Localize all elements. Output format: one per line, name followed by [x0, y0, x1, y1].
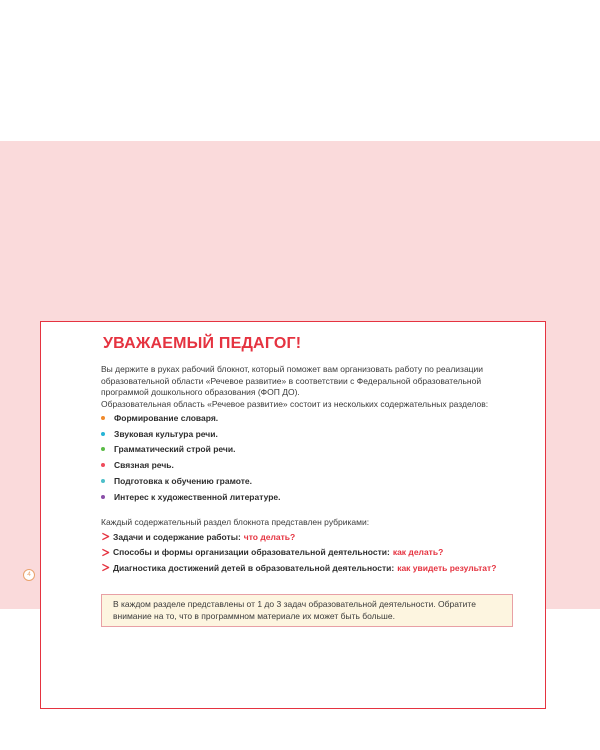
rubric-item [101, 560, 496, 576]
note-box [101, 594, 513, 627]
arrow-icon [101, 563, 110, 572]
intro-paragraph [101, 364, 516, 410]
section-label: Подготовка к обучению грамоте. [114, 476, 252, 487]
bullet-dot-icon [101, 432, 105, 436]
rubric-label: Диагностика достижений детей в образовательной деятельности: [113, 562, 395, 573]
section-label: Связная речь. [114, 460, 174, 471]
sections-list [101, 410, 280, 505]
intro-line: Вы держите в руках рабочий блокнот, который поможет вам организовать работу по реализации [101, 364, 484, 374]
bullet-dot-icon [101, 479, 105, 483]
section-label: Формирование словаря. [114, 412, 219, 423]
note-line: внимание на то, что в программном материале их может быть больше. [113, 610, 395, 621]
arrow-icon [101, 532, 110, 541]
section-item [101, 489, 280, 505]
section-item [101, 442, 280, 458]
page-title: УВАЖАЕМЫЙ ПЕДАГОГ! [103, 335, 302, 352]
bullet-dot-icon [101, 416, 105, 420]
rubric-label: Способы и формы организации образовательной деятельности: [113, 547, 390, 558]
section-item [101, 426, 280, 442]
intro-line: программой дошкольного образования (ФОП ДО). [101, 387, 300, 398]
rubric-item [101, 545, 496, 561]
section-item [101, 473, 280, 489]
rubric-question: как увидеть результат? [397, 562, 497, 573]
page-number: 4 [23, 569, 35, 581]
rubrics-intro: Каждый содержательный раздел блокнота представлен рубриками: [101, 517, 370, 527]
rubrics-list [101, 529, 496, 576]
section-label: Интерес к художественной литературе. [114, 491, 281, 502]
bullet-dot-icon [101, 463, 105, 467]
bullet-dot-icon [101, 495, 105, 499]
content-card [40, 321, 546, 709]
intro-line: Образовательная область «Речевое развитие» состоит из нескольких содержательных разделов: [101, 398, 489, 409]
bullet-dot-icon [101, 447, 105, 451]
arrow-icon [101, 548, 110, 557]
section-label: Звуковая культура речи. [114, 428, 218, 439]
rubric-label: Задачи и содержание работы: [113, 531, 241, 542]
note-line: В каждом разделе представлены от 1 до 3 задач образовательной деятельности. Обратите [113, 599, 476, 609]
section-item [101, 410, 280, 426]
page-background-band [0, 141, 600, 621]
rubric-question: что делать? [243, 531, 296, 542]
rubric-item [101, 529, 496, 545]
rubric-question: как делать? [392, 547, 444, 558]
intro-line: образовательной области «Речевое развитие» в соответствии с Федеральной образовательной [101, 375, 482, 386]
section-item [101, 457, 280, 473]
section-label: Грамматический строй речи. [114, 444, 236, 455]
